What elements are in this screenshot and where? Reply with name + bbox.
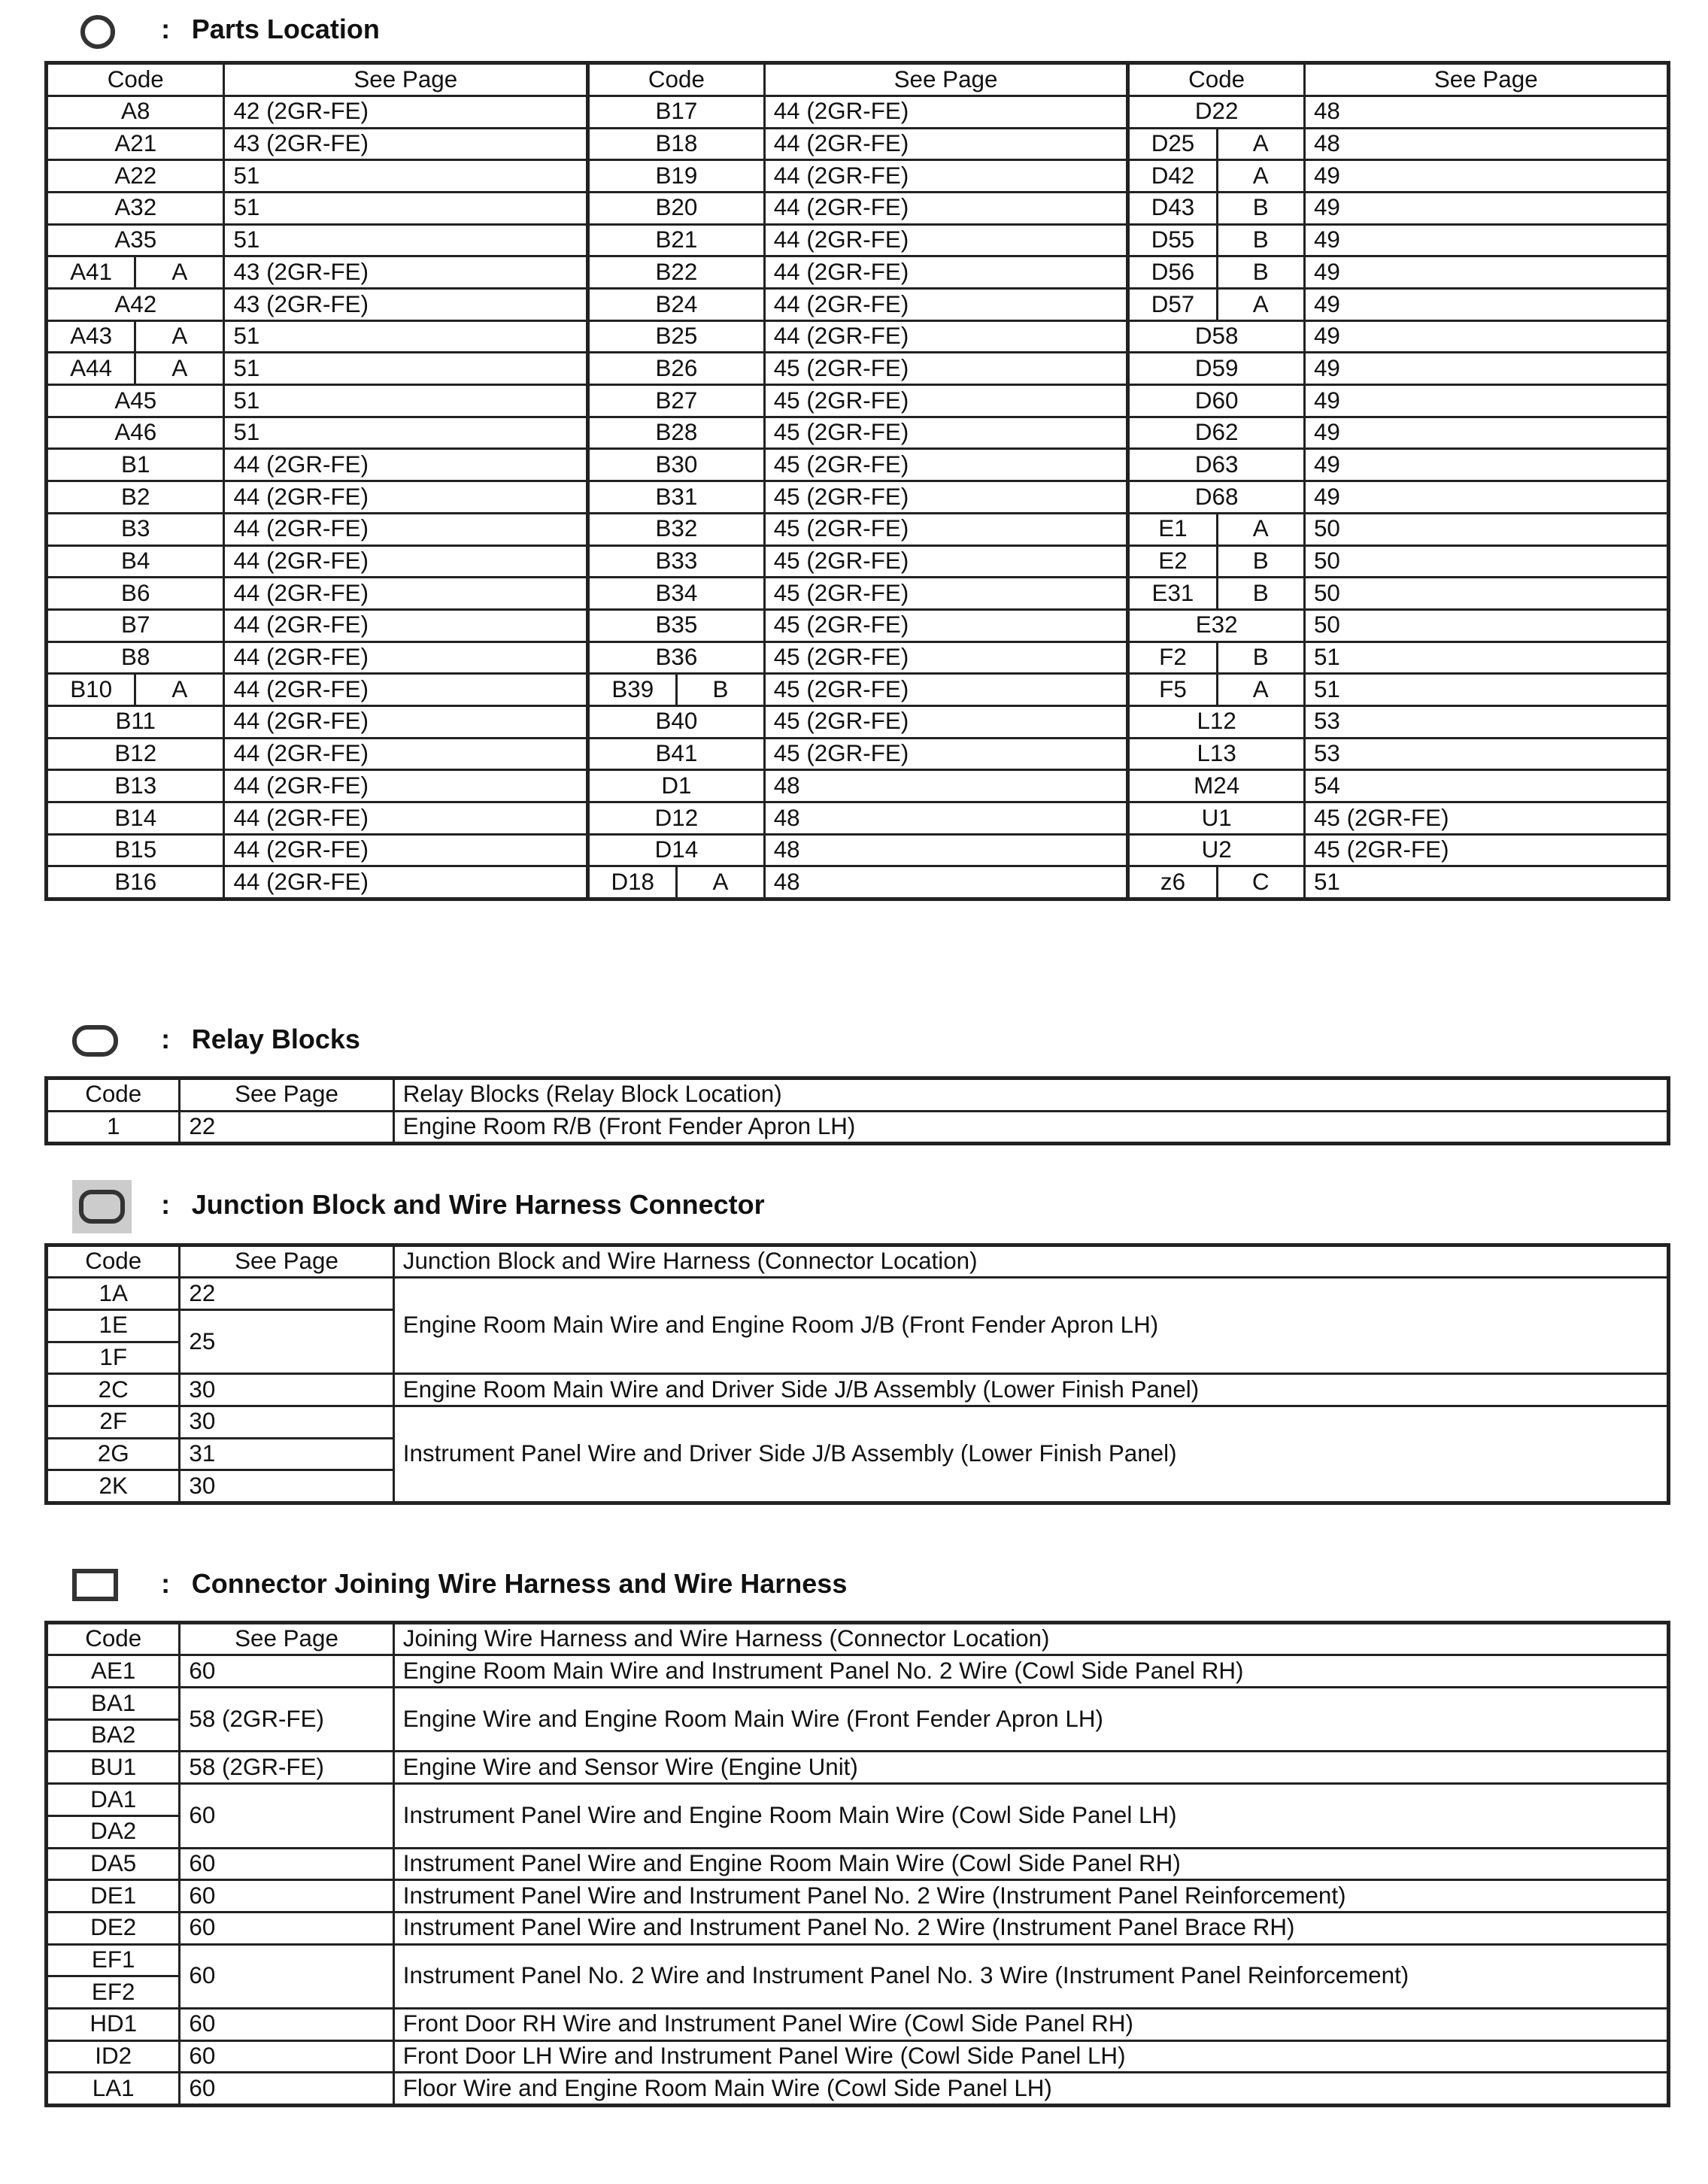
see-page-cell: 44 (2GR-FE) (764, 320, 1128, 353)
code-cell: F2 (1128, 642, 1217, 674)
table-row (47, 128, 1669, 160)
code-cell: D18 (588, 866, 677, 899)
see-page-cell: 31 (180, 1438, 393, 1470)
code-cell: A22 (47, 160, 224, 193)
see-page-cell: 49 (1304, 353, 1668, 385)
see-page-cell: 60 (180, 2040, 393, 2073)
see-page-cell: 49 (1304, 289, 1668, 321)
header-see-page: See Page (1304, 63, 1668, 96)
code-cell: M24 (1128, 770, 1304, 802)
see-page-cell: 45 (2GR-FE) (764, 642, 1128, 674)
see-page-cell: 45 (2GR-FE) (764, 385, 1128, 417)
code-cell: A45 (47, 385, 224, 417)
code-cell: 1 (47, 1111, 180, 1144)
code-cell: B35 (588, 609, 764, 642)
see-page-cell: 60 (180, 2073, 393, 2106)
connector-letter-cell: A (1217, 674, 1304, 706)
code-cell: B20 (588, 192, 764, 224)
see-page-cell: 45 (2GR-FE) (764, 417, 1128, 449)
see-page-cell: 45 (2GR-FE) (764, 705, 1128, 738)
see-page-cell: 51 (224, 224, 588, 256)
table-row (47, 738, 1669, 770)
rectangle-icon (72, 1569, 118, 1600)
see-page-cell: 49 (1304, 256, 1668, 289)
table-row (47, 1688, 1669, 1720)
see-page-cell: 51 (1304, 642, 1668, 674)
see-page-cell: 50 (1304, 578, 1668, 610)
see-page-cell: 44 (2GR-FE) (224, 449, 588, 481)
see-page-cell: 44 (2GR-FE) (764, 289, 1128, 321)
code-cell: B7 (47, 609, 224, 642)
table-row (47, 1752, 1669, 1784)
table-row (47, 1784, 1669, 1816)
table-row (47, 1111, 1669, 1144)
header-code: Code (1128, 63, 1304, 96)
connector-letter-cell: A (135, 353, 224, 385)
code-cell: BA1 (47, 1688, 180, 1720)
header-location: Relay Blocks (Relay Block Location) (393, 1078, 1668, 1111)
see-page-cell: 44 (2GR-FE) (224, 866, 588, 899)
location-cell: Engine Room R/B (Front Fender Apron LH) (393, 1111, 1668, 1144)
header-location: Joining Wire Harness and Wire Harness (Connector Location) (393, 1622, 1668, 1655)
table-row (47, 1374, 1669, 1406)
location-cell: Engine Room Main Wire and Instrument Panel No. 2 Wire (Cowl Side Panel RH) (393, 1655, 1668, 1688)
code-cell: B31 (588, 481, 764, 514)
see-page-cell: 51 (224, 192, 588, 224)
see-page-cell: 48 (1304, 96, 1668, 128)
code-cell: B8 (47, 642, 224, 674)
code-cell: B18 (588, 128, 764, 160)
code-cell: B16 (47, 866, 224, 899)
code-cell: 2F (47, 1406, 180, 1438)
relay-blocks-table (44, 1076, 1670, 1145)
connector-letter-cell: B (1217, 256, 1304, 289)
see-page-cell: 51 (224, 353, 588, 385)
code-cell: BA2 (47, 1719, 180, 1752)
code-cell: D14 (588, 834, 764, 866)
code-cell: ID2 (47, 2040, 180, 2073)
table-row (47, 481, 1669, 514)
location-cell: Engine Room Main Wire and Driver Side J/B Assembly (Lower Finish Panel) (393, 1374, 1668, 1406)
see-page-cell: 58 (2GR-FE) (180, 1688, 393, 1752)
connector-letter-cell: A (135, 320, 224, 353)
see-page-cell: 48 (1304, 128, 1668, 160)
header-row (47, 1622, 1669, 1655)
see-page-cell: 44 (2GR-FE) (764, 160, 1128, 193)
see-page-cell: 51 (224, 160, 588, 193)
connector-letter-cell: A (677, 866, 764, 899)
connector-letter-cell: A (1217, 513, 1304, 545)
code-cell: F5 (1128, 674, 1217, 706)
table-row (47, 1278, 1669, 1310)
code-cell: B10 (47, 674, 135, 706)
code-cell: B3 (47, 513, 224, 545)
code-cell: A8 (47, 96, 224, 128)
location-cell: Instrument Panel Wire and Driver Side J/B Assembly (Lower Finish Panel) (393, 1406, 1668, 1503)
see-page-cell: 44 (2GR-FE) (764, 256, 1128, 289)
table-row (47, 2040, 1669, 2073)
location-cell: Instrument Panel Wire and Instrument Panel No. 2 Wire (Instrument Panel Reinforcement) (393, 1880, 1668, 1913)
code-cell: DA1 (47, 1784, 180, 1816)
joining-connector-title: : Connector Joining Wire Harness and Wire Harness (161, 1567, 848, 1599)
header-see-page: See Page (180, 1622, 393, 1655)
code-cell: D57 (1128, 289, 1217, 321)
see-page-cell: 45 (2GR-FE) (764, 738, 1128, 770)
see-page-cell: 30 (180, 1406, 393, 1438)
see-page-cell: 44 (2GR-FE) (764, 96, 1128, 128)
code-cell: D62 (1128, 417, 1304, 449)
code-cell: 2G (47, 1438, 180, 1470)
code-cell: 1E (47, 1309, 180, 1342)
code-cell: B12 (47, 738, 224, 770)
code-cell: B13 (47, 770, 224, 802)
circle-icon (80, 15, 115, 48)
header-code: Code (47, 1622, 180, 1655)
table-row (47, 192, 1669, 224)
see-page-cell: 43 (2GR-FE) (224, 289, 588, 321)
see-page-cell: 45 (2GR-FE) (764, 449, 1128, 481)
code-cell: U2 (1128, 834, 1304, 866)
table-row (47, 802, 1669, 835)
code-cell: BU1 (47, 1752, 180, 1784)
code-cell: B19 (588, 160, 764, 193)
code-cell: D68 (1128, 481, 1304, 514)
code-cell: D58 (1128, 320, 1304, 353)
see-page-cell: 50 (1304, 545, 1668, 578)
code-cell: B40 (588, 705, 764, 738)
code-cell: B36 (588, 642, 764, 674)
location-cell: Front Door LH Wire and Instrument Panel Wire (Cowl Side Panel LH) (393, 2040, 1668, 2073)
see-page-cell: 54 (1304, 770, 1668, 802)
see-page-cell: 53 (1304, 705, 1668, 738)
code-cell: B32 (588, 513, 764, 545)
code-cell: D55 (1128, 224, 1217, 256)
code-cell: DE2 (47, 1912, 180, 1944)
location-cell: Front Door RH Wire and Instrument Panel Wire (Cowl Side Panel RH) (393, 2008, 1668, 2040)
see-page-cell: 50 (1304, 513, 1668, 545)
table-row (47, 449, 1669, 481)
code-cell: B11 (47, 705, 224, 738)
code-cell: D43 (1128, 192, 1217, 224)
code-cell: B15 (47, 834, 224, 866)
see-page-cell: 45 (2GR-FE) (764, 513, 1128, 545)
rounded-rect-icon (72, 1025, 118, 1057)
connector-letter-cell: B (1217, 224, 1304, 256)
parts-location-table (44, 61, 1670, 901)
code-cell: EF1 (47, 1944, 180, 1976)
connector-letter-cell: A (135, 674, 224, 706)
location-cell: Instrument Panel Wire and Engine Room Main Wire (Cowl Side Panel LH) (393, 1784, 1668, 1848)
header-see-page: See Page (180, 1078, 393, 1111)
connector-letter-cell: A (1217, 160, 1304, 193)
code-cell: 2C (47, 1374, 180, 1406)
see-page-cell: 48 (764, 866, 1128, 899)
table-row (47, 256, 1669, 289)
code-cell: D42 (1128, 160, 1217, 193)
see-page-cell: 60 (180, 1912, 393, 1944)
see-page-cell: 44 (2GR-FE) (224, 705, 588, 738)
see-page-cell: 43 (2GR-FE) (224, 128, 588, 160)
table-row (47, 1880, 1669, 1913)
table-row (47, 609, 1669, 642)
code-cell: D25 (1128, 128, 1217, 160)
header-see-page: See Page (764, 63, 1128, 96)
code-cell: DA2 (47, 1815, 180, 1848)
code-cell: DA5 (47, 1848, 180, 1880)
see-page-cell: 60 (180, 1784, 393, 1848)
shaded-rounded-rect-icon (72, 1180, 132, 1233)
code-cell: E2 (1128, 545, 1217, 578)
code-cell: B26 (588, 353, 764, 385)
see-page-cell: 44 (2GR-FE) (224, 609, 588, 642)
header-row (47, 1078, 1669, 1111)
see-page-cell: 50 (1304, 609, 1668, 642)
table-row (47, 578, 1669, 610)
header-row (47, 63, 1669, 96)
see-page-cell: 22 (180, 1278, 393, 1310)
see-page-cell: 44 (2GR-FE) (224, 770, 588, 802)
header-code: Code (47, 1245, 180, 1278)
header-code: Code (588, 63, 764, 96)
see-page-cell: 49 (1304, 449, 1668, 481)
code-cell: E31 (1128, 578, 1217, 610)
code-cell: A32 (47, 192, 224, 224)
table-row (47, 96, 1669, 128)
see-page-cell: 44 (2GR-FE) (224, 802, 588, 835)
table-row (47, 834, 1669, 866)
code-cell: B17 (588, 96, 764, 128)
code-cell: B33 (588, 545, 764, 578)
code-cell: A44 (47, 353, 135, 385)
connector-letter-cell: B (1217, 545, 1304, 578)
header-code: Code (47, 1078, 180, 1111)
see-page-cell: 49 (1304, 192, 1668, 224)
connector-letter-cell: B (677, 674, 764, 706)
see-page-cell: 45 (2GR-FE) (764, 578, 1128, 610)
see-page-cell: 42 (2GR-FE) (224, 96, 588, 128)
see-page-cell: 45 (2GR-FE) (764, 481, 1128, 514)
connector-letter-cell: B (1217, 192, 1304, 224)
code-cell: B34 (588, 578, 764, 610)
see-page-cell: 22 (180, 1111, 393, 1144)
location-cell: Floor Wire and Engine Room Main Wire (Cowl Side Panel LH) (393, 2073, 1668, 2106)
see-page-cell: 44 (2GR-FE) (224, 481, 588, 514)
parts-location-title: : Parts Location (161, 14, 380, 45)
table-row (47, 770, 1669, 802)
table-row (47, 674, 1669, 706)
see-page-cell: 44 (2GR-FE) (224, 642, 588, 674)
see-page-cell: 51 (1304, 674, 1668, 706)
connector-letter-cell: B (1217, 642, 1304, 674)
see-page-cell: 44 (2GR-FE) (764, 128, 1128, 160)
relay-blocks-title: : Relay Blocks (161, 1023, 360, 1054)
location-cell: Instrument Panel Wire and Instrument Panel No. 2 Wire (Instrument Panel Brace RH) (393, 1912, 1668, 1944)
connector-letter-cell: A (1217, 128, 1304, 160)
see-page-cell: 30 (180, 1374, 393, 1406)
code-cell: EF2 (47, 1976, 180, 2009)
code-cell: B28 (588, 417, 764, 449)
see-page-cell: 44 (2GR-FE) (224, 545, 588, 578)
header-row (47, 1245, 1669, 1278)
code-cell: U1 (1128, 802, 1304, 835)
code-cell: B1 (47, 449, 224, 481)
code-cell: A21 (47, 128, 224, 160)
code-cell: B21 (588, 224, 764, 256)
code-cell: E1 (1128, 513, 1217, 545)
see-page-cell: 48 (764, 802, 1128, 835)
code-cell: D60 (1128, 385, 1304, 417)
table-row (47, 1655, 1669, 1688)
table-row (47, 385, 1669, 417)
header-location: Junction Block and Wire Harness (Connector Location) (393, 1245, 1668, 1278)
see-page-cell: 60 (180, 1848, 393, 1880)
code-cell: D1 (588, 770, 764, 802)
table-row (47, 545, 1669, 578)
code-cell: AE1 (47, 1655, 180, 1688)
connector-letter-cell: A (1217, 289, 1304, 321)
code-cell: A42 (47, 289, 224, 321)
connector-letter-cell: C (1217, 866, 1304, 899)
code-cell: D22 (1128, 96, 1304, 128)
see-page-cell: 49 (1304, 160, 1668, 193)
see-page-cell: 49 (1304, 481, 1668, 514)
see-page-cell: 58 (2GR-FE) (180, 1752, 393, 1784)
code-cell: B25 (588, 320, 764, 353)
table-row (47, 513, 1669, 545)
code-cell: L13 (1128, 738, 1304, 770)
table-row (47, 224, 1669, 256)
header-see-page: See Page (224, 63, 588, 96)
see-page-cell: 53 (1304, 738, 1668, 770)
see-page-cell: 51 (1304, 866, 1668, 899)
see-page-cell: 45 (2GR-FE) (764, 674, 1128, 706)
see-page-cell: 45 (2GR-FE) (1304, 834, 1668, 866)
see-page-cell: 44 (2GR-FE) (224, 513, 588, 545)
see-page-cell: 60 (180, 1880, 393, 1913)
see-page-cell: 51 (224, 417, 588, 449)
see-page-cell: 45 (2GR-FE) (764, 609, 1128, 642)
code-cell: DE1 (47, 1880, 180, 1913)
see-page-cell: 25 (180, 1309, 393, 1373)
code-cell: A43 (47, 320, 135, 353)
table-row (47, 289, 1669, 321)
see-page-cell: 43 (2GR-FE) (224, 256, 588, 289)
code-cell: HD1 (47, 2008, 180, 2040)
code-cell: B2 (47, 481, 224, 514)
location-cell: Engine Wire and Sensor Wire (Engine Unit) (393, 1752, 1668, 1784)
see-page-cell: 44 (2GR-FE) (224, 738, 588, 770)
code-cell: D63 (1128, 449, 1304, 481)
code-cell: B14 (47, 802, 224, 835)
code-cell: B27 (588, 385, 764, 417)
code-cell: z6 (1128, 866, 1217, 899)
header-see-page: See Page (180, 1245, 393, 1278)
see-page-cell: 49 (1304, 320, 1668, 353)
see-page-cell: 30 (180, 1470, 393, 1503)
code-cell: B6 (47, 578, 224, 610)
see-page-cell: 49 (1304, 385, 1668, 417)
code-cell: L12 (1128, 705, 1304, 738)
table-row (47, 1406, 1669, 1438)
see-page-cell: 45 (2GR-FE) (1304, 802, 1668, 835)
code-cell: D12 (588, 802, 764, 835)
table-row (47, 642, 1669, 674)
code-cell: B4 (47, 545, 224, 578)
location-cell: Instrument Panel Wire and Engine Room Main Wire (Cowl Side Panel RH) (393, 1848, 1668, 1880)
code-cell: A41 (47, 256, 135, 289)
see-page-cell: 45 (2GR-FE) (764, 353, 1128, 385)
see-page-cell: 44 (2GR-FE) (224, 834, 588, 866)
junction-block-table (44, 1243, 1670, 1506)
table-row (47, 866, 1669, 899)
junction-block-title: : Junction Block and Wire Harness Connector (161, 1188, 765, 1220)
table-row (47, 320, 1669, 353)
table-row (47, 1912, 1669, 1944)
see-page-cell: 44 (2GR-FE) (224, 578, 588, 610)
see-page-cell: 60 (180, 1655, 393, 1688)
table-row (47, 1848, 1669, 1880)
table-row (47, 417, 1669, 449)
code-cell: LA1 (47, 2073, 180, 2106)
code-cell: B24 (588, 289, 764, 321)
see-page-cell: 44 (2GR-FE) (764, 224, 1128, 256)
see-page-cell: 45 (2GR-FE) (764, 545, 1128, 578)
table-row (47, 160, 1669, 193)
table-row (47, 2073, 1669, 2106)
location-cell: Engine Room Main Wire and Engine Room J/B (Front Fender Apron LH) (393, 1278, 1668, 1374)
code-cell: B30 (588, 449, 764, 481)
code-cell: D59 (1128, 353, 1304, 385)
table-row (47, 353, 1669, 385)
code-cell: B39 (588, 674, 677, 706)
code-cell: E32 (1128, 609, 1304, 642)
see-page-cell: 49 (1304, 224, 1668, 256)
see-page-cell: 51 (224, 320, 588, 353)
see-page-cell: 60 (180, 2008, 393, 2040)
location-cell: Instrument Panel No. 2 Wire and Instrument Panel No. 3 Wire (Instrument Panel Reinforcement) (393, 1944, 1668, 2008)
see-page-cell: 48 (764, 834, 1128, 866)
see-page-cell: 49 (1304, 417, 1668, 449)
location-cell: Engine Wire and Engine Room Main Wire (Front Fender Apron LH) (393, 1688, 1668, 1752)
code-cell: 2K (47, 1470, 180, 1503)
code-cell: D56 (1128, 256, 1217, 289)
header-code: Code (47, 63, 224, 96)
table-row (47, 1944, 1669, 1976)
table-row (47, 705, 1669, 738)
code-cell: 1A (47, 1278, 180, 1310)
joining-connector-table (44, 1621, 1670, 2107)
see-page-cell: 48 (764, 770, 1128, 802)
see-page-cell: 44 (2GR-FE) (764, 192, 1128, 224)
table-row (47, 2008, 1669, 2040)
code-cell: B41 (588, 738, 764, 770)
connector-letter-cell: B (1217, 578, 1304, 610)
code-cell: A46 (47, 417, 224, 449)
see-page-cell: 60 (180, 1944, 393, 2008)
see-page-cell: 44 (2GR-FE) (224, 674, 588, 706)
code-cell: A35 (47, 224, 224, 256)
see-page-cell: 51 (224, 385, 588, 417)
code-cell: 1F (47, 1342, 180, 1374)
connector-letter-cell: A (135, 256, 224, 289)
code-cell: B22 (588, 256, 764, 289)
